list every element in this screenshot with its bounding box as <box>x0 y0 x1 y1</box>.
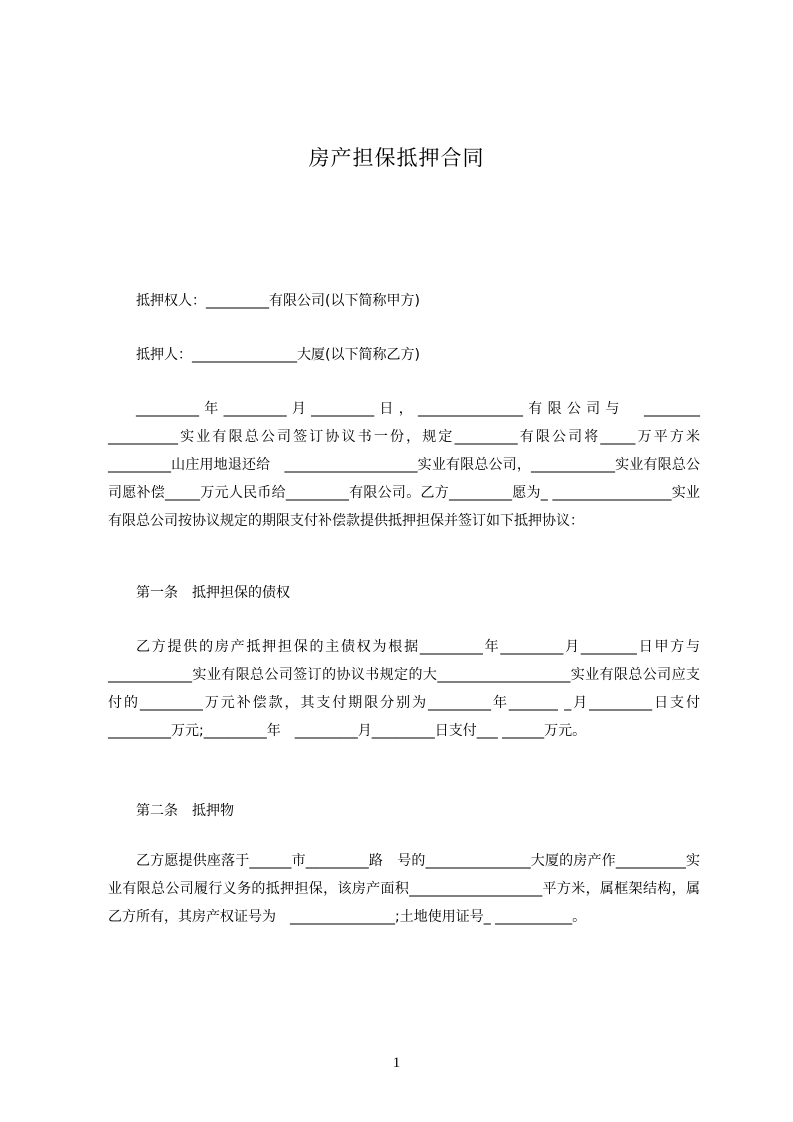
preamble-paragraph: _________年_________月_________日，_______________有限公司与 ________ __________实业有限总公司签订协议书一份，规定_________有限公司将_____万平方米_________山庄用地退还给 ___________________实业有限总公司，____________实业有限总公司愿补偿_____万元人民币给_________有限公司。乙方_________愿为_ _________________实业有限总公司按协议规定的期限支付补偿款提供抵押担保并签订如下抵押协议： <box>108 401 700 529</box>
article-2-body: 乙方愿提供座落于______市_________路 号的_______________大厦的房产作__________实业有限总公司履行义务的抵押担保，该房产面积___________________平方米，属框架结构，属乙方所有，其房产权证号为 _______________;土地使用证号_ ___________。 <box>108 853 700 925</box>
article-1-heading: 第一条 抵押担保的债权 <box>136 585 290 601</box>
article-1-body: 乙方提供的房产抵押担保的主债权为根据_________年_________月________日甲方与 ____________实业有限总公司签订的协议书规定的大___________________实业有限总公司应支付的_________万元补偿款，其支付期限分别为_________年_______ _月_________日支付_________万元;_________年 _________月_________日支付___ ______万元。 <box>108 639 714 739</box>
article-2-heading: 第二条 抵押物 <box>136 803 234 819</box>
page-number: 1 <box>392 1055 401 1071</box>
document-title: 房产担保抵押合同 <box>308 146 485 170</box>
mortgagee-line: 抵押权人：_________有限公司(以下简称甲方) <box>136 293 420 309</box>
mortgagor-line: 抵押人：_______________大厦(以下简称乙方) <box>136 347 420 363</box>
